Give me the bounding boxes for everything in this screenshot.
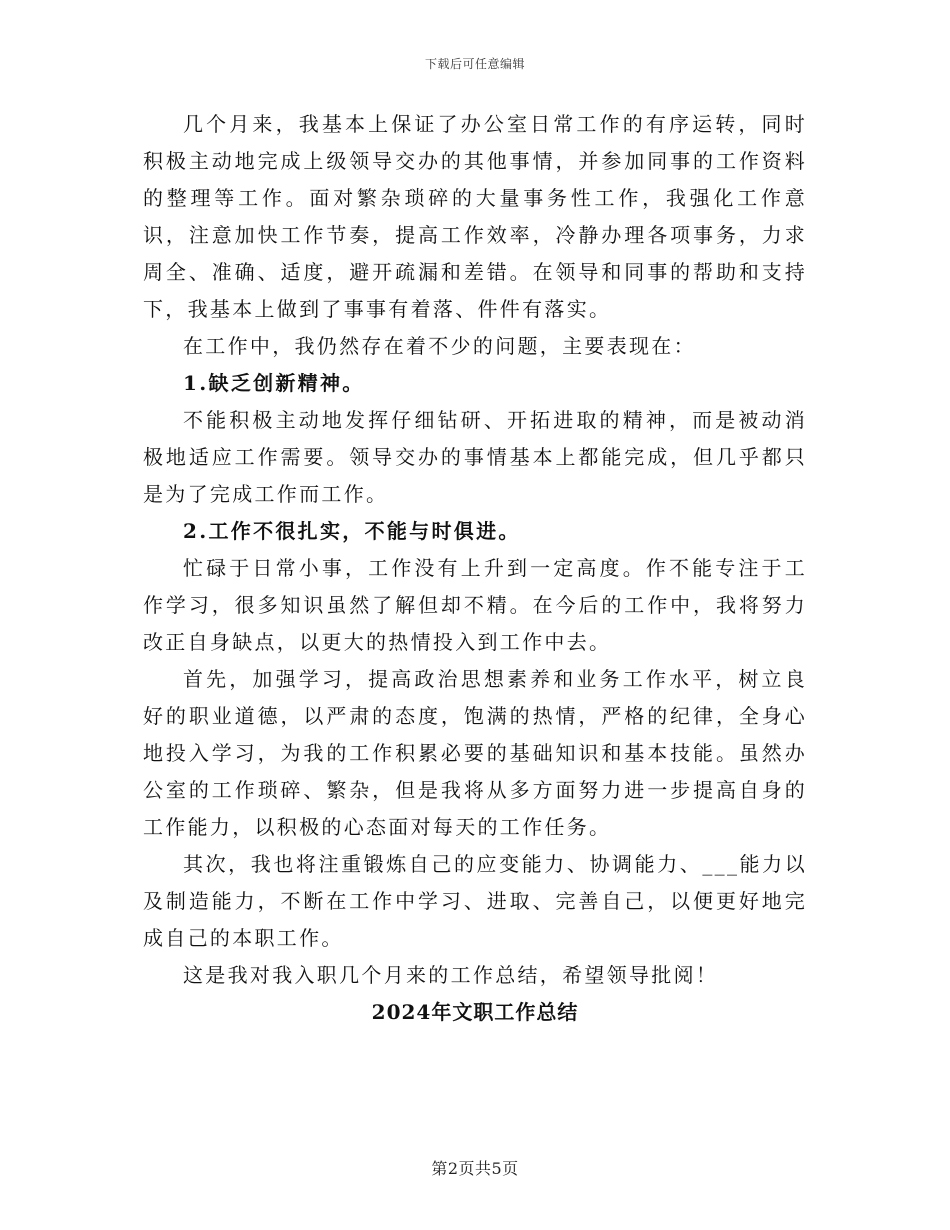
paragraph-work-summary: 几个月来，我基本上保证了办公室日常工作的有序运转，同时积极主动地完成上级领导交办的其他事情，并参加同事的工作资料的整理等工作。面对繁杂琐碎的大量事务性工作，我强化工作意识，注意加快工作节奏，提高工作效率，冷静办理各项事务，力求周全、准确、适度，避开疏漏和差错。在领导和同事的帮助和支持下，我基本上做到了事事有着落、件件有落实。: [143, 112, 807, 321]
page-footer: 第2页共5页: [431, 1159, 519, 1178]
paragraph-not-solid: 忙碌于日常小事，工作没有上升到一定高度。作不能专注于工作学习，很多知识虽然了解但却不精。在今后的工作中，我将努力改正自身缺点，以更大的热情投入到工作中去。: [143, 556, 807, 654]
document-body: [143, 106, 807, 1031]
paragraph-second-improvement: 其次，我也将注重锻炼自己的应变能力、协调能力、___能力以及制造能力，不断在工作中学习、进取、完善自己，以便更好地完成自己的本职工作。: [143, 852, 807, 950]
paragraph-lack-innovation: 不能积极主动地发挥仔细钻研、开拓进取的精神，而是被动消极地适应工作需要。领导交办的事情基本上都能完成，但几乎都只是为了完成工作而工作。: [143, 408, 807, 506]
header-note: 下载后可任意编辑: [424, 57, 525, 71]
paragraph-first-improvement: 首先，加强学习，提高政治思想素养和业务工作水平，树立良好的职业道德，以严肃的态度，饱满的热情，严格的纪律，全身心地投入学习，为我的工作积累必要的基础知识和基本技能。虽然办公室的工作琐碎、繁杂，但是我将从多方面努力进一步提高自身的工作能力，以积极的心态面对每天的工作任务。: [143, 667, 807, 839]
next-document-title: 2024年文职工作总结: [371, 1000, 579, 1024]
heading-lack-innovation: 1.缺乏创新精神。: [183, 371, 365, 395]
heading-not-solid: 2.工作不很扎实，不能与时俱进。: [183, 519, 521, 543]
paragraph-problems-intro: 在工作中，我仍然存在着不少的问题，主要表现在：: [183, 334, 696, 358]
paragraph-closing: 这是我对我入职几个月来的工作总结，希望领导批阅！: [183, 963, 719, 987]
